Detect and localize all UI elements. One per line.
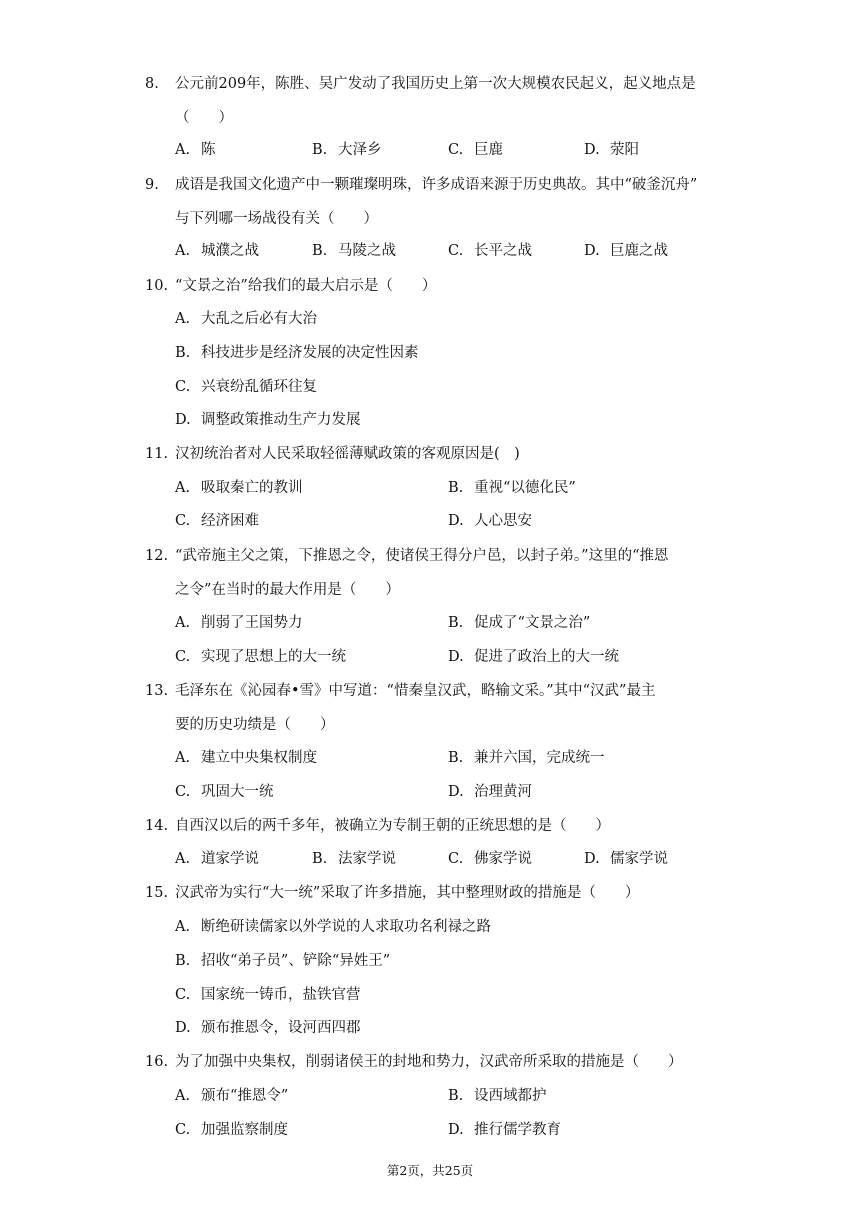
question-number: 9. xyxy=(145,177,159,193)
page-footer: 第2页，共25页 xyxy=(386,1163,474,1178)
question-11 xyxy=(145,437,735,471)
option-a[interactable]: A. 建立中央集权制度 xyxy=(175,750,317,766)
question-number: 10. xyxy=(145,278,169,294)
option-d[interactable]: D. 促进了政治上的大一统 xyxy=(448,649,619,665)
question-14 xyxy=(145,809,735,843)
option-b[interactable]: B. 招收“弟子员”、铲除“异姓王” xyxy=(175,953,391,969)
question-text-continued: （ ） xyxy=(175,110,233,126)
question-text-continued: 之令”在当时的最大作用是（ ） xyxy=(175,582,400,598)
option-c[interactable]: C. 加强监察制度 xyxy=(175,1122,288,1138)
option-a[interactable]: A. 颁布“推恩令” xyxy=(175,1088,289,1104)
question-10 xyxy=(145,269,735,303)
option-c[interactable]: C. 经济困难 xyxy=(175,513,259,529)
option-d[interactable]: D. 儒家学说 xyxy=(584,851,668,867)
option-c[interactable]: C. 国家统一铸币，盐铁官营 xyxy=(175,987,361,1003)
option-d[interactable]: D. 调整政策推动生产力发展 xyxy=(175,412,361,428)
option-b[interactable]: B. 设西域都护 xyxy=(448,1088,547,1104)
question-number: 15. xyxy=(145,885,169,901)
option-d[interactable]: D. 人心思安 xyxy=(448,513,532,529)
option-b[interactable]: B. 兼并六国，完成统一 xyxy=(448,750,605,766)
question-text: 汉初统治者对人民采取轻徭薄赋政策的客观原因是( ) xyxy=(175,446,520,462)
question-number: 8. xyxy=(145,76,159,92)
option-c[interactable]: C. 巨鹿 xyxy=(448,142,503,158)
option-b[interactable]: B. 科技进步是经济发展的决定性因素 xyxy=(175,345,419,361)
question-text: 为了加强中央集权，削弱诸侯王的封地和势力，汉武帝所采取的措施是（ ） xyxy=(175,1054,683,1070)
question-text: 毛泽东在《沁园春•雪》中写道：“惜秦皇汉武，略输文采。”其中“汉武”最主 xyxy=(175,683,656,699)
option-a[interactable]: A. 道家学说 xyxy=(175,851,259,867)
option-a[interactable]: A. 城濮之战 xyxy=(175,243,259,259)
option-d[interactable]: D. 荥阳 xyxy=(584,142,639,158)
option-d[interactable]: D. 治理黄河 xyxy=(448,784,532,800)
question-text: 公元前209年，陈胜、吴广发动了我国历史上第一次大规模农民起义，起义地点是 xyxy=(175,76,696,92)
question-text: 自西汉以后的两千多年，被确立为专制王朝的正统思想的是（ ） xyxy=(175,818,610,834)
option-c[interactable]: C. 实现了思想上的大一统 xyxy=(175,649,346,665)
option-d[interactable]: D. 颁布推恩令，设河西四郡 xyxy=(175,1020,361,1036)
option-b[interactable]: B. 促成了“文景之治” xyxy=(448,615,591,631)
question-9 xyxy=(145,168,735,228)
option-d[interactable]: D. 推行儒学教育 xyxy=(448,1122,561,1138)
option-c[interactable]: C. 长平之战 xyxy=(448,243,532,259)
option-b[interactable]: B. 法家学说 xyxy=(312,851,396,867)
option-a[interactable]: A. 削弱了王国势力 xyxy=(175,615,303,631)
option-c[interactable]: C. 兴衰纷乱循环往复 xyxy=(175,379,317,395)
option-a[interactable]: A. 陈 xyxy=(175,142,216,158)
question-text-continued: 要的历史功绩是（ ） xyxy=(175,717,335,733)
question-15 xyxy=(145,876,735,910)
option-a[interactable]: A. 断绝研读儒家以外学说的人求取功名利禄之路 xyxy=(175,919,491,935)
option-b[interactable]: B. 大泽乡 xyxy=(312,142,382,158)
option-a[interactable]: A. 吸取秦亡的教训 xyxy=(175,480,303,496)
option-c[interactable]: C. 佛家学说 xyxy=(448,851,532,867)
question-8 xyxy=(145,67,735,127)
question-text: “武帝施主父之策，下推恩之令，使诸侯王得分户邑，以封子弟。”这里的“推恩 xyxy=(175,548,669,564)
question-number: 16. xyxy=(145,1054,169,1070)
question-13 xyxy=(145,674,735,734)
question-number: 12. xyxy=(145,548,169,564)
question-16 xyxy=(145,1045,735,1079)
question-text-continued: 与下列哪一场战役有关（ ） xyxy=(175,211,378,227)
option-d[interactable]: D. 巨鹿之战 xyxy=(584,243,668,259)
option-b[interactable]: B. 马陵之战 xyxy=(312,243,396,259)
question-number: 14. xyxy=(145,818,169,834)
option-c[interactable]: C. 巩固大一统 xyxy=(175,784,274,800)
question-text: “文景之治”给我们的最大启示是（ ） xyxy=(175,278,437,294)
question-number: 11. xyxy=(145,446,169,462)
option-a[interactable]: A. 大乱之后必有大治 xyxy=(175,311,317,327)
question-text: 成语是我国文化遗产中一颗璀璨明珠，许多成语来源于历史典故。其中“破釜沉舟” xyxy=(175,177,698,193)
question-text: 汉武帝为实行“大一统”采取了许多措施，其中整理财政的措施是（ ） xyxy=(175,885,640,901)
option-b[interactable]: B. 重视“以德化民” xyxy=(448,480,576,496)
question-12 xyxy=(145,539,735,599)
question-number: 13. xyxy=(145,683,169,699)
